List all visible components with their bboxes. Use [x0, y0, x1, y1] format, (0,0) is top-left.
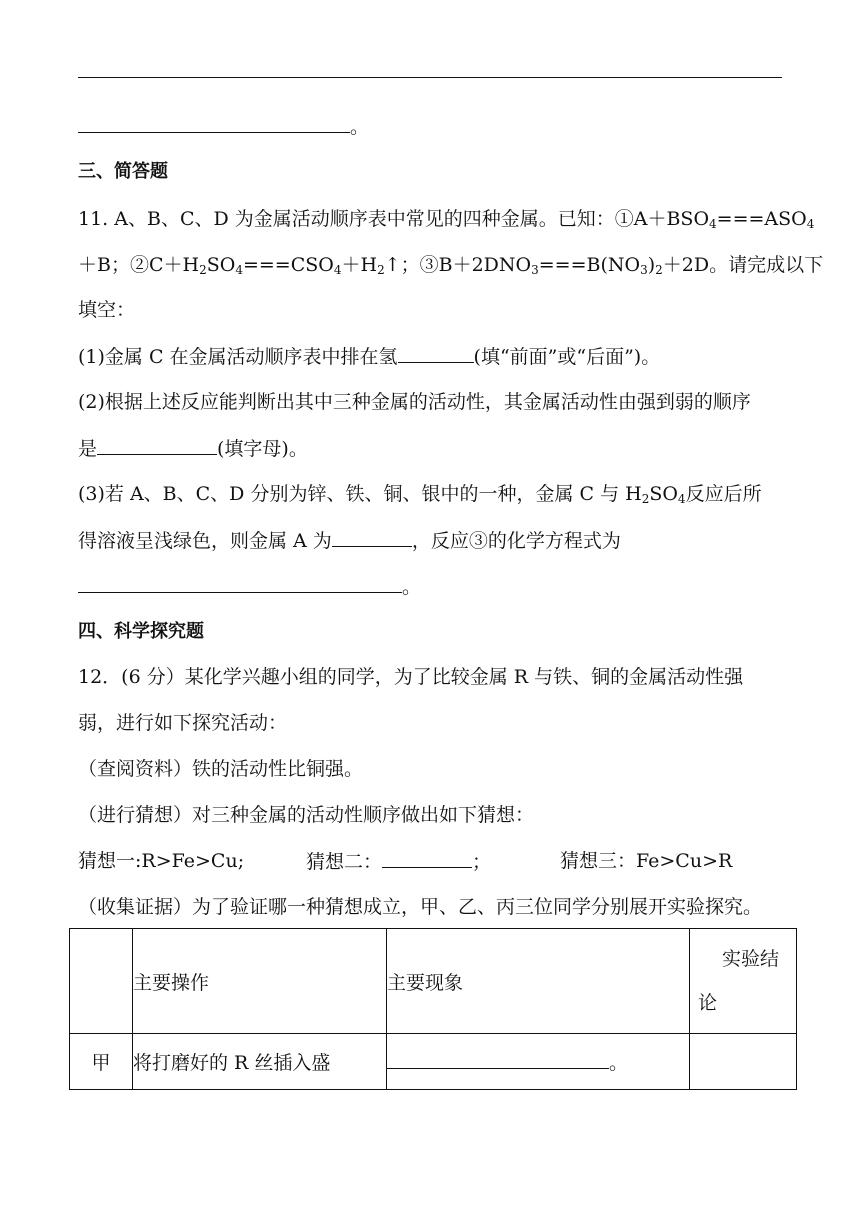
row-operation: 将打磨好的 R 丝插入盛 [133, 1034, 387, 1090]
q11-part-3-line-3: 。 [78, 574, 421, 599]
section-3-title: 三、简答题 [78, 161, 168, 182]
row-conclusion [690, 1034, 797, 1090]
header-conclusion: 实验结 论 [690, 929, 797, 1034]
q11-part-1: (1)金属 C 在金属活动顺序表中排在氢 (填“前面”或“后面”)。 [78, 346, 661, 368]
q12-line-2: 弱，进行如下探究活动： [78, 712, 288, 734]
table-row [70, 1034, 797, 1090]
q12-line-4: （进行猜想）对三种金属的活动性顺序做出如下猜想： [78, 804, 535, 826]
q11-part-2-line-2: 是 (填字母)。 [78, 438, 308, 460]
prev-answer-line: 。 [78, 114, 369, 139]
table-header-cell [70, 929, 133, 1034]
guess-3: 猜想三：Fe>Cu>R [560, 850, 733, 872]
row-name: 甲 [70, 1034, 133, 1090]
answer-blank[interactable] [332, 528, 412, 547]
header-main-operation: 主要操作 [133, 929, 387, 1034]
q11-part-3-line-1: (3)若 A、B、C、D 分别为锌、铁、铜、银中的一种，金属 C 与 $H_2SO_4$反应后所 [78, 483, 762, 506]
answer-line-full [78, 77, 782, 78]
header-main-phenomenon: 主要现象 [387, 929, 690, 1034]
q11-line-1: 11. A、B、C、D 为金属活动顺序表中常见的四种金属。已知：$①A+BSO_4===ASO_4$ [78, 208, 815, 231]
answer-blank[interactable] [398, 344, 474, 363]
answer-blank[interactable] [382, 849, 472, 868]
answer-blank[interactable] [78, 114, 350, 133]
q12-line-1: 12．(6 分）某化学兴趣小组的同学，为了比较金属 R 与铁、铜的金属活动性强 [78, 666, 744, 688]
row-phenomenon: 。 [387, 1034, 690, 1090]
guess-2: 猜想二： ； [306, 851, 492, 873]
q11-line-2: ＋B；$②C+H_2SO_4===CSO_4+H_2↑$；$③B+2DNO_3===B(NO_3)_2+2D$。请完成以下 [78, 254, 824, 277]
answer-blank[interactable] [387, 1050, 609, 1069]
q11-line-3: 填空： [78, 299, 136, 321]
section-4-title: 四、科学探究题 [78, 621, 204, 642]
q12-line-3: （查阅资料）铁的活动性比铜强。 [78, 758, 364, 780]
table-header-row [70, 929, 797, 1034]
guess-1: 猜想一:R>Fe>Cu; [78, 850, 245, 872]
answer-blank[interactable] [78, 574, 402, 593]
experiment-table [69, 928, 797, 1090]
q11-part-3-line-2: 得溶液呈浅绿色，则金属 A 为 ，反应③的化学方程式为 [78, 530, 621, 552]
q12-line-6: （收集证据）为了验证哪一种猜想成立，甲、乙、丙三位同学分别展开实验探究。 [78, 896, 763, 918]
q11-part-2-line-1: (2)根据上述反应能判断出其中三种金属的活动性，其金属活动性由强到弱的顺序 [78, 391, 751, 413]
answer-blank[interactable] [97, 436, 217, 455]
